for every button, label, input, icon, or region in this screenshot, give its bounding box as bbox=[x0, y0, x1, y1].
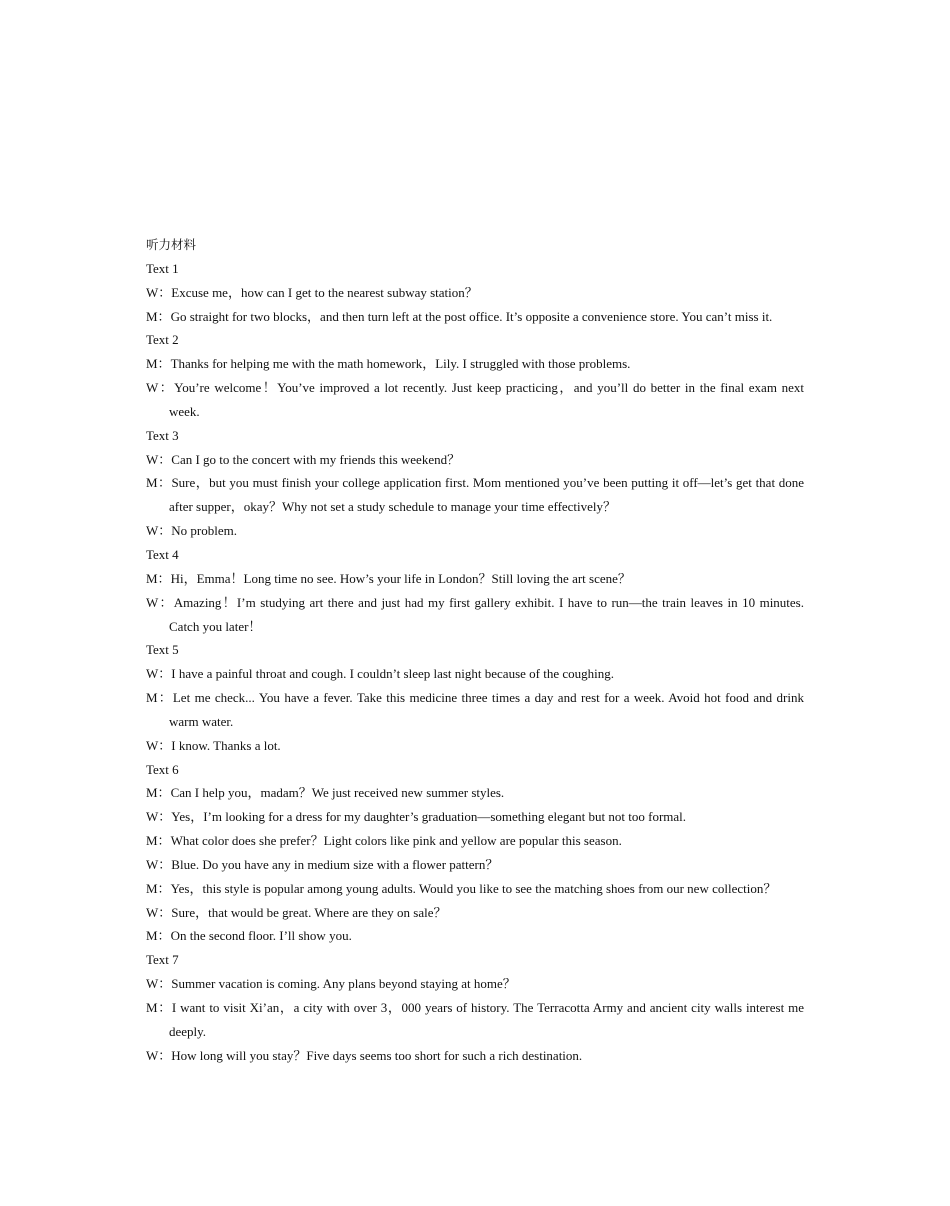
dialogue-text: Amazing！I’m studying art there and just had my first gallery exhibit. I have to run—the train leaves in 10 minutes. Catch you later！ bbox=[169, 594, 804, 634]
speaker-tag: W： bbox=[146, 284, 172, 300]
dialogue-line bbox=[146, 519, 804, 543]
speaker-tag: M： bbox=[146, 475, 172, 491]
speaker-tag: M： bbox=[146, 570, 171, 586]
dialogue-line bbox=[146, 734, 804, 758]
dialogue-line bbox=[146, 567, 804, 591]
dialogue-text: What color does she prefer？Light colors like pink and yellow are popular this season. bbox=[170, 833, 622, 849]
text-sections bbox=[146, 257, 804, 1068]
dialogue-text: I want to visit Xi’an，a city with over 3，000 years of history. The Terracotta Army and ancient city walls interest me deeply. bbox=[169, 1000, 804, 1039]
speaker-tag: W： bbox=[146, 451, 172, 467]
text-label: Text 6 bbox=[146, 761, 179, 777]
speaker-tag: M： bbox=[146, 928, 171, 944]
dialogue-text: You’re welcome！You’ve improved a lot recently. Just keep practicing，and you’ll do better in the final exam next week. bbox=[169, 380, 804, 419]
dialogue-line bbox=[146, 853, 804, 877]
dialogue-text: Excuse me，how can I get to the nearest subway station？ bbox=[171, 284, 478, 300]
dialogue-line bbox=[146, 924, 804, 948]
text-label: Text 7 bbox=[146, 952, 179, 968]
dialogue-line bbox=[146, 376, 804, 424]
dialogue-line bbox=[146, 281, 804, 305]
dialogue-text: Blue. Do you have any in medium size with a flower pattern？ bbox=[171, 856, 499, 872]
text-label: Text 4 bbox=[146, 546, 179, 562]
text-label: Text 5 bbox=[146, 642, 179, 658]
speaker-tag: W： bbox=[146, 904, 172, 920]
text-section bbox=[146, 758, 804, 949]
dialogue-line bbox=[146, 591, 804, 639]
dialogue-line bbox=[146, 996, 804, 1044]
dialogue-text: Yes，this style is popular among young adults. Would you like to see the matching shoes from our new collection？ bbox=[170, 880, 777, 896]
speaker-tag: W： bbox=[146, 809, 172, 825]
dialogue-text: Thanks for helping me with the math homework，Lily. I struggled with those problems. bbox=[170, 356, 631, 372]
dialogue-text: Sure，that would be great. Where are they on sale？ bbox=[171, 904, 447, 920]
speaker-tag: M： bbox=[146, 308, 171, 324]
dialogue-line bbox=[146, 829, 804, 853]
dialogue-text: I have a painful throat and cough. I couldn’t sleep last night because of the coughing. bbox=[171, 666, 614, 682]
speaker-tag: M： bbox=[146, 880, 171, 896]
speaker-tag: W： bbox=[146, 594, 174, 610]
text-section bbox=[146, 543, 804, 638]
dialogue-text: On the second floor. I’ll show you. bbox=[170, 928, 352, 944]
speaker-tag: M： bbox=[146, 833, 171, 849]
dialogue-text: No problem. bbox=[171, 523, 237, 539]
text-section bbox=[146, 257, 804, 329]
dialogue-text: Summer vacation is coming. Any plans beyond staying at home？ bbox=[171, 976, 516, 992]
dialogue-line bbox=[146, 877, 804, 901]
speaker-tag: M： bbox=[146, 356, 171, 372]
dialogue-line bbox=[146, 448, 804, 472]
speaker-tag: W： bbox=[146, 737, 172, 753]
dialogue-line bbox=[146, 781, 804, 805]
dialogue-text: I know. Thanks a lot. bbox=[171, 737, 281, 753]
speaker-tag: M： bbox=[146, 785, 171, 801]
speaker-tag: W： bbox=[146, 523, 172, 539]
dialogue-text: Hi，Emma！Long time no see. How’s your life in London？Still loving the art scene？ bbox=[170, 570, 631, 586]
dialogue-line bbox=[146, 972, 804, 996]
dialogue-line bbox=[146, 662, 804, 686]
text-label: Text 1 bbox=[146, 260, 179, 276]
dialogue-line bbox=[146, 305, 804, 329]
speaker-tag: M： bbox=[146, 1000, 172, 1015]
dialogue-line bbox=[146, 352, 804, 376]
text-section bbox=[146, 948, 804, 1067]
text-label: Text 2 bbox=[146, 332, 179, 348]
dialogue-text: How long will you stay？Five days seems too short for such a rich destination. bbox=[171, 1047, 583, 1063]
speaker-tag: W： bbox=[146, 380, 175, 396]
dialogue-line bbox=[146, 471, 804, 519]
speaker-tag: M： bbox=[146, 690, 173, 706]
text-section bbox=[146, 328, 804, 423]
dialogue-text: Can I go to the concert with my friends this weekend？ bbox=[171, 451, 461, 467]
dialogue-text: Can I help you，madam？We just received new summer styles. bbox=[170, 785, 505, 801]
dialogue-line bbox=[146, 901, 804, 925]
dialogue-text: Sure，but you must finish your college application first. Mom mentioned you’ve been putting it off—let’s get that done after supper，okay？Why not set a study schedule to manage your time effectively？ bbox=[169, 475, 805, 515]
text-section bbox=[146, 638, 804, 757]
page-title: 听力材料 bbox=[146, 237, 197, 252]
speaker-tag: W： bbox=[146, 1047, 172, 1063]
listening-material-page bbox=[146, 233, 804, 1068]
dialogue-line bbox=[146, 1044, 804, 1068]
dialogue-text: Let me check... You have a fever. Take this medicine three times a day and rest for a week. Avoid hot food and drink warm water. bbox=[169, 690, 804, 729]
dialogue-text: Go straight for two blocks，and then turn left at the post office. It’s opposite a convenience store. You can’t miss it. bbox=[170, 308, 773, 324]
text-section bbox=[146, 424, 804, 543]
speaker-tag: W： bbox=[146, 976, 172, 992]
dialogue-text: Yes，I’m looking for a dress for my daughter’s graduation—something elegant but not too formal. bbox=[171, 809, 687, 825]
speaker-tag: W： bbox=[146, 856, 172, 872]
text-label: Text 3 bbox=[146, 427, 179, 443]
dialogue-line bbox=[146, 805, 804, 829]
speaker-tag: W： bbox=[146, 666, 172, 682]
dialogue-line bbox=[146, 686, 804, 734]
